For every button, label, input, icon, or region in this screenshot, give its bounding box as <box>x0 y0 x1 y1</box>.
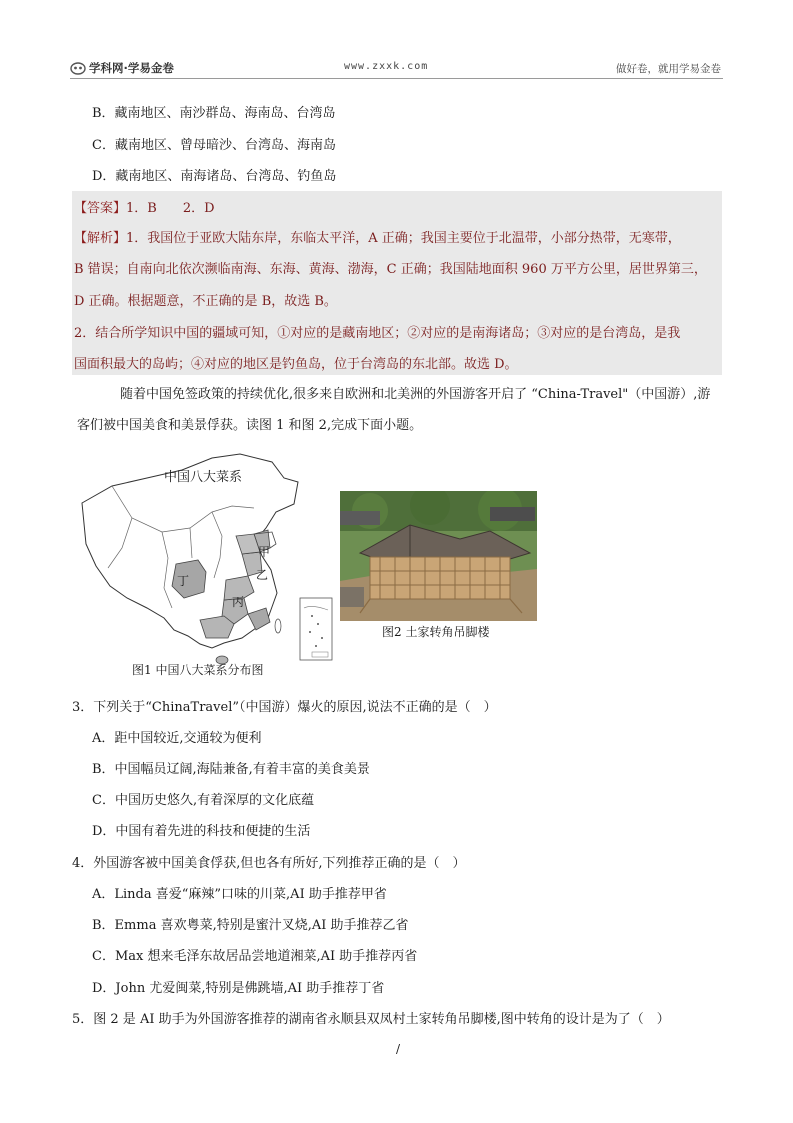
q3-option-b[interactable]: B．中国幅员辽阔,海陆兼备,有着丰富的美食美景 <box>92 762 370 777</box>
logo-icon <box>70 62 86 75</box>
analysis-line-2: B 错误；自南向北依次濒临南海、东海、黄海、渤海，C 正确；我国陆地面积 960 万平方公里，居世界第三， <box>74 262 707 277</box>
brand-name: 学科网·学易金卷 <box>89 61 174 75</box>
brand-logo <box>70 60 174 76</box>
page-header <box>70 58 723 79</box>
question-3-stem: 3．下列关于“ChinaTravel”（中国游）爆火的原因,说法不正确的是（ ） <box>72 700 497 715</box>
analysis-line-4: 2．结合所学知识中国的疆域可知，①对应的是藏南地区；②对应的是南海诸岛；③对应的是台湾岛，是我 <box>74 326 681 341</box>
site-url[interactable]: www.zxxk.com <box>344 61 429 72</box>
label-yi: 乙 <box>256 568 269 582</box>
header-slogan: 做好卷，就用学易金卷 <box>616 63 721 75</box>
prev-option-c: C．藏南地区、曾母暗沙、台湾岛、海南岛 <box>92 138 336 153</box>
intro-line-1: 随着中国免签政策的持续优化,很多来自欧洲和北美洲的外国游客开启了 “China-Travel"（中国游）,游 <box>120 387 711 402</box>
analysis-line-3: D 正确。根据题意，不正确的是 B，故选 B。 <box>74 294 337 309</box>
question-5-stem: 5．图 2 是 AI 助手为外国游客推荐的湖南省永顺县双凤村土家转角吊脚楼,图中转角的设计是为了（ ） <box>72 1012 670 1027</box>
analysis-line-5: 国面积最大的岛屿；④对应的地区是钓鱼岛，位于台湾岛的东北部。故选 D。 <box>74 357 518 372</box>
label-ding: 丁 <box>177 574 190 588</box>
label-bing: 丙 <box>232 595 245 609</box>
analysis-line-1 <box>74 227 681 246</box>
intro-line-2: 客们被中国美食和美景俘获。读图 1 和图 2,完成下面小题。 <box>77 418 423 433</box>
prev-option-b: B．藏南地区、南沙群岛、海南岛、台湾岛 <box>92 106 336 121</box>
figure1-caption: 图1 中国八大菜系分布图 <box>132 663 264 677</box>
answer-label: 【答案】 <box>74 201 127 216</box>
q3-option-d[interactable]: D．中国有着先进的科技和便捷的生活 <box>92 824 311 839</box>
answer-block <box>72 191 722 375</box>
prev-option-d: D．藏南地区、南海诸岛、台湾岛、钓鱼岛 <box>92 169 337 184</box>
label-jia: 甲 <box>258 545 271 559</box>
q4-option-c[interactable]: C．Max 想来毛泽东故居品尝地道湘菜,AI 助手推荐丙省 <box>92 949 418 964</box>
q4-option-d[interactable]: D．John 尤爱闽菜,特别是佛跳墙,AI 助手推荐丁省 <box>92 981 385 996</box>
analysis-text: 1．我国位于亚欧大陆东岸，东临太平洋，A 正确；我国主要位于北温带，小部分热带，无寒带， <box>126 231 681 246</box>
q4-option-b[interactable]: B．Emma 喜欢粤菜,特别是蜜汁叉烧,AI 助手推荐乙省 <box>92 918 409 933</box>
figure1-title: 中国八大菜系 <box>164 470 243 485</box>
question-4-stem: 4．外国游客被中国美食俘获,但也各有所好,下列推荐正确的是（ ） <box>72 856 466 871</box>
figure2-photo <box>340 491 537 639</box>
q4-option-a[interactable]: A．Linda 喜爱“麻辣”口味的川菜,AI 助手推荐甲省 <box>92 887 387 902</box>
figure1-map <box>72 448 335 680</box>
answer-line <box>74 197 215 216</box>
q3-option-a[interactable]: A．距中国较近,交通较为便利 <box>92 731 262 746</box>
analysis-label: 【解析】 <box>74 231 127 246</box>
page-number: / <box>396 1042 401 1056</box>
q3-option-c[interactable]: C．中国历史悠久,有着深厚的文化底蕴 <box>92 793 315 808</box>
answer-text: 1．B 2．D <box>126 201 215 216</box>
stilt-house-photo <box>340 491 537 621</box>
figure2-caption: 图2 土家转角吊脚楼 <box>382 625 490 639</box>
